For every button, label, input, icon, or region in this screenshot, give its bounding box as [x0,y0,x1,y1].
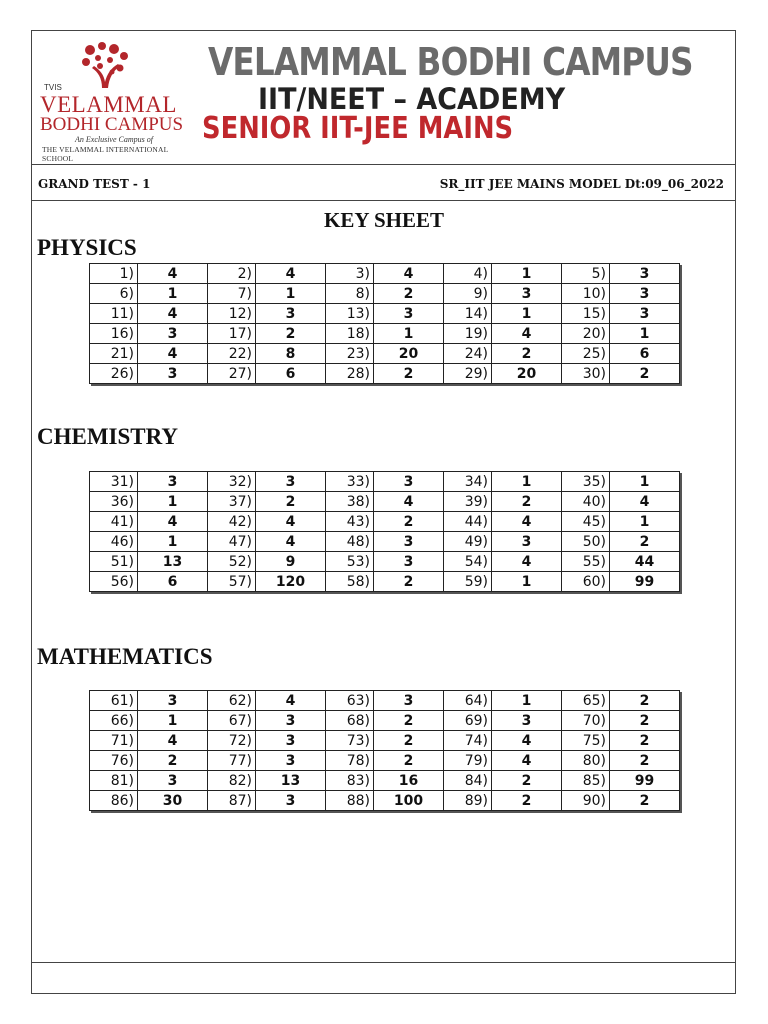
question-number: 82) [208,771,256,791]
table-row [90,512,680,532]
question-number: 23) [326,344,374,364]
answer-value: 4 [256,691,326,711]
answer-value: 3 [138,472,208,492]
question-number: 18) [326,324,374,344]
question-number: 3) [326,264,374,284]
footer-divider [31,962,736,963]
question-number: 16) [90,324,138,344]
answer-value: 4 [138,264,208,284]
answer-value: 1 [138,532,208,552]
answer-value: 3 [138,364,208,384]
question-number: 85) [562,771,610,791]
question-number: 66) [90,711,138,731]
campus-title: VELAMMAL BODHI CAMPUS [208,40,693,84]
question-number: 69) [444,711,492,731]
answer-value: 6 [610,344,680,364]
section-title-physics: PHYSICS [37,235,137,260]
answer-value: 2 [610,791,680,811]
question-number: 7) [208,284,256,304]
answer-value: 3 [492,532,562,552]
question-number: 83) [326,771,374,791]
school-logo [40,42,200,163]
question-number: 31) [90,472,138,492]
question-number: 37) [208,492,256,512]
answer-value: 3 [138,771,208,791]
question-number: 45) [562,512,610,532]
answer-value: 1 [492,472,562,492]
question-number: 61) [90,691,138,711]
question-number: 26) [90,364,138,384]
answer-value: 2 [256,324,326,344]
question-number: 9) [444,284,492,304]
answer-value: 3 [374,552,444,572]
test-model: SR_IIT JEE MAINS MODEL Dt:09_06_2022 [439,177,724,191]
answer-value: 99 [610,771,680,791]
answer-value: 4 [492,324,562,344]
logo-line1: VELAMMAL [40,92,177,117]
answer-value: 120 [256,572,326,592]
answer-value: 2 [492,344,562,364]
question-number: 79) [444,751,492,771]
answer-value: 1 [492,572,562,592]
question-number: 81) [90,771,138,791]
answer-value: 2 [492,771,562,791]
answer-value: 2 [138,751,208,771]
question-number: 2) [208,264,256,284]
question-number: 71) [90,731,138,751]
answer-value: 2 [374,711,444,731]
table-row [90,552,680,572]
question-number: 34) [444,472,492,492]
question-number: 28) [326,364,374,384]
logo-tvis: TVIS [44,83,62,92]
answer-value: 2 [610,364,680,384]
table-row [90,344,680,364]
question-number: 4) [444,264,492,284]
question-number: 10) [562,284,610,304]
question-number: 51) [90,552,138,572]
answer-value: 3 [256,731,326,751]
question-number: 57) [208,572,256,592]
question-number: 64) [444,691,492,711]
question-number: 68) [326,711,374,731]
answer-value: 13 [138,552,208,572]
answer-value: 3 [256,791,326,811]
question-number: 84) [444,771,492,791]
question-number: 52) [208,552,256,572]
key-sheet-title: KEY SHEET [323,208,444,232]
answer-value: 3 [374,472,444,492]
answer-value: 3 [256,751,326,771]
answer-value: 1 [138,711,208,731]
table-row [90,284,680,304]
header-divider [31,164,736,165]
chemistry-key-table [89,471,680,592]
answer-value: 1 [256,284,326,304]
logo-line2: BODHI CAMPUS [40,114,184,135]
answer-value: 4 [374,264,444,284]
section-title-chemistry: CHEMISTRY [37,424,179,449]
answer-value: 2 [256,492,326,512]
answer-value: 1 [610,324,680,344]
answer-value: 3 [374,532,444,552]
table-row [90,364,680,384]
table-row [90,264,680,284]
question-number: 35) [562,472,610,492]
question-number: 73) [326,731,374,751]
answer-value: 4 [138,344,208,364]
answer-value: 1 [374,324,444,344]
table-row [90,532,680,552]
question-number: 50) [562,532,610,552]
question-number: 22) [208,344,256,364]
question-number: 54) [444,552,492,572]
question-number: 6) [90,284,138,304]
answer-value: 20 [374,344,444,364]
answer-value: 2 [374,364,444,384]
answer-value: 3 [492,711,562,731]
question-number: 12) [208,304,256,324]
answer-value: 2 [492,791,562,811]
question-number: 76) [90,751,138,771]
question-number: 88) [326,791,374,811]
answer-value: 1 [492,304,562,324]
question-number: 60) [562,572,610,592]
answer-value: 30 [138,791,208,811]
program-title: SENIOR IIT-JEE MAINS [202,111,514,146]
question-number: 41) [90,512,138,532]
test-name: GRAND TEST - 1 [38,177,151,191]
question-number: 8) [326,284,374,304]
question-number: 20) [562,324,610,344]
question-number: 53) [326,552,374,572]
subheader-divider [31,200,736,201]
question-number: 77) [208,751,256,771]
answer-value: 1 [492,264,562,284]
answer-value: 2 [374,751,444,771]
logo-school-name: THE VELAMMAL INTERNATIONAL SCHOOL [42,145,169,163]
question-number: 74) [444,731,492,751]
answer-value: 4 [138,512,208,532]
answer-value: 3 [610,304,680,324]
answer-value: 1 [610,472,680,492]
answer-value: 2 [374,512,444,532]
answer-value: 3 [610,284,680,304]
question-number: 75) [562,731,610,751]
table-row [90,572,680,592]
answer-value: 3 [138,324,208,344]
answer-value: 2 [374,731,444,751]
question-number: 90) [562,791,610,811]
question-number: 19) [444,324,492,344]
question-number: 70) [562,711,610,731]
answer-value: 13 [256,771,326,791]
tree-people-icon [80,42,142,90]
question-number: 44) [444,512,492,532]
answer-value: 2 [610,731,680,751]
answer-value: 1 [138,284,208,304]
question-number: 58) [326,572,374,592]
answer-value: 2 [610,711,680,731]
table-row [90,492,680,512]
question-number: 49) [444,532,492,552]
table-row [90,304,680,324]
answer-value: 1 [492,691,562,711]
answer-value: 6 [256,364,326,384]
answer-value: 8 [256,344,326,364]
answer-value: 3 [256,304,326,324]
table-row [90,324,680,344]
answer-value: 3 [138,691,208,711]
question-number: 30) [562,364,610,384]
section-title-mathematics: MATHEMATICS [37,644,213,669]
question-number: 62) [208,691,256,711]
answer-value: 4 [138,731,208,751]
question-number: 36) [90,492,138,512]
question-number: 38) [326,492,374,512]
table-row [90,791,680,811]
answer-value: 2 [374,572,444,592]
question-number: 1) [90,264,138,284]
answer-value: 4 [492,731,562,751]
answer-value: 4 [374,492,444,512]
question-number: 47) [208,532,256,552]
question-number: 87) [208,791,256,811]
question-number: 40) [562,492,610,512]
question-number: 27) [208,364,256,384]
answer-value: 2 [374,284,444,304]
answer-value: 2 [492,492,562,512]
question-number: 48) [326,532,374,552]
answer-value: 4 [256,512,326,532]
answer-value: 3 [374,691,444,711]
question-number: 55) [562,552,610,572]
answer-value: 44 [610,552,680,572]
question-number: 59) [444,572,492,592]
question-number: 86) [90,791,138,811]
answer-value: 3 [256,711,326,731]
table-row [90,711,680,731]
answer-value: 1 [138,492,208,512]
question-number: 15) [562,304,610,324]
table-row [90,751,680,771]
answer-value: 3 [374,304,444,324]
physics-key-table [89,263,680,384]
question-number: 17) [208,324,256,344]
table-row [90,691,680,711]
question-number: 21) [90,344,138,364]
table-row [90,771,680,791]
answer-value: 20 [492,364,562,384]
answer-value: 3 [256,472,326,492]
answer-value: 1 [610,512,680,532]
question-number: 11) [90,304,138,324]
question-number: 33) [326,472,374,492]
question-number: 29) [444,364,492,384]
question-number: 72) [208,731,256,751]
question-number: 5) [562,264,610,284]
question-number: 42) [208,512,256,532]
question-number: 39) [444,492,492,512]
question-number: 32) [208,472,256,492]
question-number: 67) [208,711,256,731]
mathematics-key-table [89,690,680,811]
question-number: 65) [562,691,610,711]
answer-value: 3 [492,284,562,304]
question-number: 89) [444,791,492,811]
question-number: 46) [90,532,138,552]
answer-value: 100 [374,791,444,811]
table-row [90,731,680,751]
question-number: 43) [326,512,374,532]
answer-value: 4 [492,552,562,572]
question-number: 25) [562,344,610,364]
answer-value: 16 [374,771,444,791]
answer-value: 2 [610,691,680,711]
academy-title: IIT/NEET – ACADEMY [258,82,566,116]
table-row [90,472,680,492]
question-number: 78) [326,751,374,771]
logo-tagline: An Exclusive Campus of [75,135,153,144]
answer-value: 4 [256,532,326,552]
answer-value: 4 [492,751,562,771]
answer-value: 9 [256,552,326,572]
question-number: 24) [444,344,492,364]
answer-value: 4 [492,512,562,532]
question-number: 80) [562,751,610,771]
answer-value: 3 [610,264,680,284]
question-number: 56) [90,572,138,592]
answer-value: 99 [610,572,680,592]
answer-value: 4 [138,304,208,324]
answer-value: 2 [610,751,680,771]
answer-value: 4 [610,492,680,512]
answer-value: 2 [610,532,680,552]
answer-value: 4 [256,264,326,284]
question-number: 13) [326,304,374,324]
question-number: 14) [444,304,492,324]
question-number: 63) [326,691,374,711]
answer-value: 6 [138,572,208,592]
